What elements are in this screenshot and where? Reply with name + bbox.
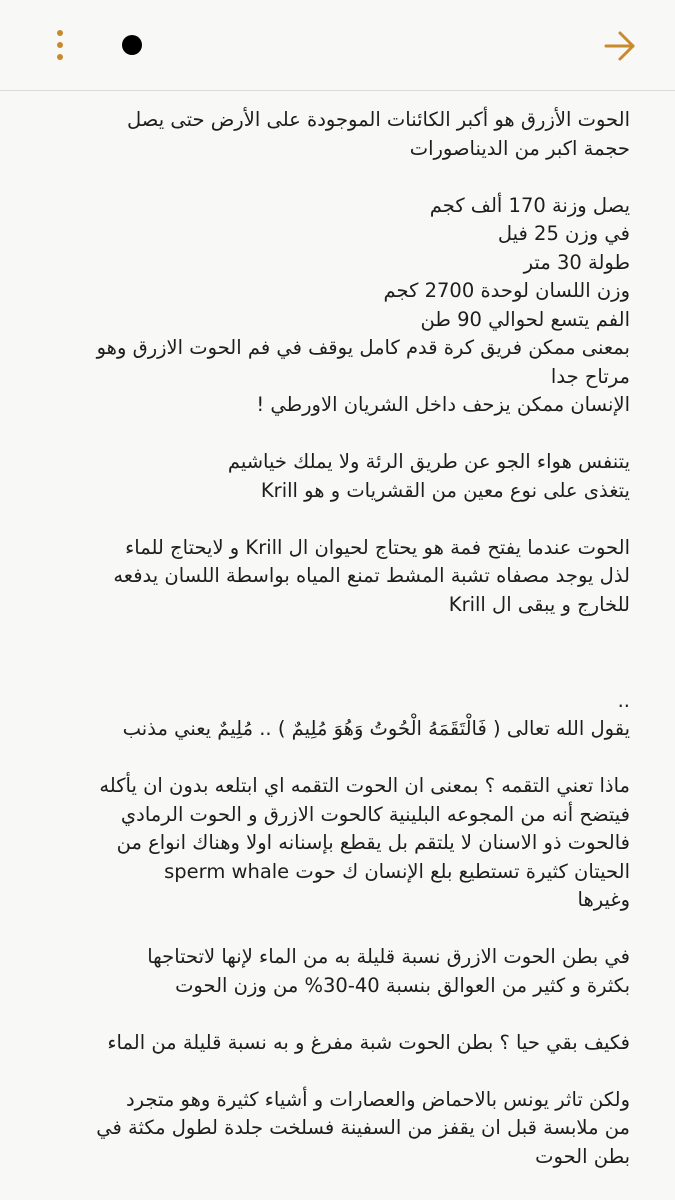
note-line: حجمة اكبر من الديناصورات — [409, 136, 630, 160]
note-line: .. — [617, 688, 630, 712]
note-body[interactable] — [40, 106, 630, 1171]
note-line: في بطن الحوت الازرق نسبة قليلة به من الماء لإنها لاتحتاجها — [147, 945, 630, 968]
note-line: طولة 30 متر — [523, 250, 630, 274]
top-toolbar — [0, 0, 675, 91]
blank-line — [40, 915, 630, 944]
more-vertical-icon[interactable] — [48, 26, 72, 66]
note-line: بكثرة و كثير من العوالق بنسبة 40-30% من وزن الحوت — [175, 973, 630, 997]
menu-dot — [57, 30, 63, 36]
blank-line — [40, 1057, 630, 1086]
note-line: الحوت عندما يفتح فمة هو يحتاج لحيوان ال Krill و لايحتاج للماء — [125, 535, 630, 559]
note-line: للخارج و يبقى ال Krill — [448, 592, 630, 616]
blank-line — [40, 163, 630, 192]
note-line: الحيتان كثيرة تستطيع بلع الإنسان ك حوت sperm whale — [164, 859, 630, 883]
note-line: وزن اللسان لوحدة 2700 كجم — [383, 279, 630, 302]
note-line: فالحوت ذو الاسنان لا يلتقم بل يقطع بإسنانه اولا وهناك انواع من — [116, 831, 630, 854]
note-line: مرتاح جدا — [550, 364, 630, 388]
note-line: لذل يوجد مصفاه تشبة المشط تمنع المياه بواسطة اللسان يدفعه — [113, 564, 630, 587]
note-line: بطن الحوت — [535, 1144, 630, 1168]
menu-dot — [57, 42, 63, 48]
blank-line — [40, 648, 630, 687]
note-line: فيتضح أنه من المجوعه البلينية كالحوت الازرق و الحوت الرمادي — [120, 802, 630, 826]
note-line: يتغذى على نوع معين من القشريات و هو Krill — [260, 478, 630, 502]
note-line: بمعنى ممكن فريق كرة قدم كامل يوقف في فم الحوت الازرق وهو — [96, 336, 630, 359]
record-dot-icon — [122, 35, 142, 55]
blank-line — [40, 505, 630, 534]
note-line: الفم يتسع لحوالي 90 طن — [420, 307, 630, 331]
note-line: يصل وزنة 170 ألف كجم — [429, 193, 630, 217]
note-line: الإنسان ممكن يزحف داخل الشريان الاورطي ! — [256, 393, 630, 416]
note-line: ولكن تاثر يونس بالاحماض والعصارات و أشياء كثيرة وهو متجرد — [126, 1087, 630, 1111]
blank-line — [40, 744, 630, 773]
note-line: يتنفس هواء الجو عن طريق الرئة ولا يملك خياشيم — [227, 450, 630, 473]
blank-line — [40, 619, 630, 648]
note-line: في وزن 25 فيل — [497, 222, 630, 245]
blank-line — [40, 420, 630, 449]
arrow-right-icon[interactable] — [600, 26, 640, 66]
note-line: يقول الله تعالى ( فَالْتَقَمَهُ الْحُوتُ وَهُوَ مُلِيمٌ ) .. مُلِيمٌ يعني مذنب — [122, 717, 630, 740]
note-line: وغيرها — [577, 888, 630, 911]
blank-line — [40, 1000, 630, 1029]
note-line: من ملابسة قبل ان يقفز من السفينة فسلخت جلدة لطول مكثة في — [96, 1116, 630, 1139]
note-line: فكيف بقي حيا ؟ بطن الحوت شبة مفرغ و به نسبة قليلة من الماء — [107, 1030, 630, 1054]
note-line: ماذا تعني التقمه ؟ بمعنى ان الحوت التقمه اي ابتلعه بدون ان يأكله — [99, 774, 630, 797]
note-line: الحوت الأزرق هو أكبر الكائنات الموجودة على الأرض حتى يصل — [127, 108, 630, 131]
menu-dot — [57, 54, 63, 60]
